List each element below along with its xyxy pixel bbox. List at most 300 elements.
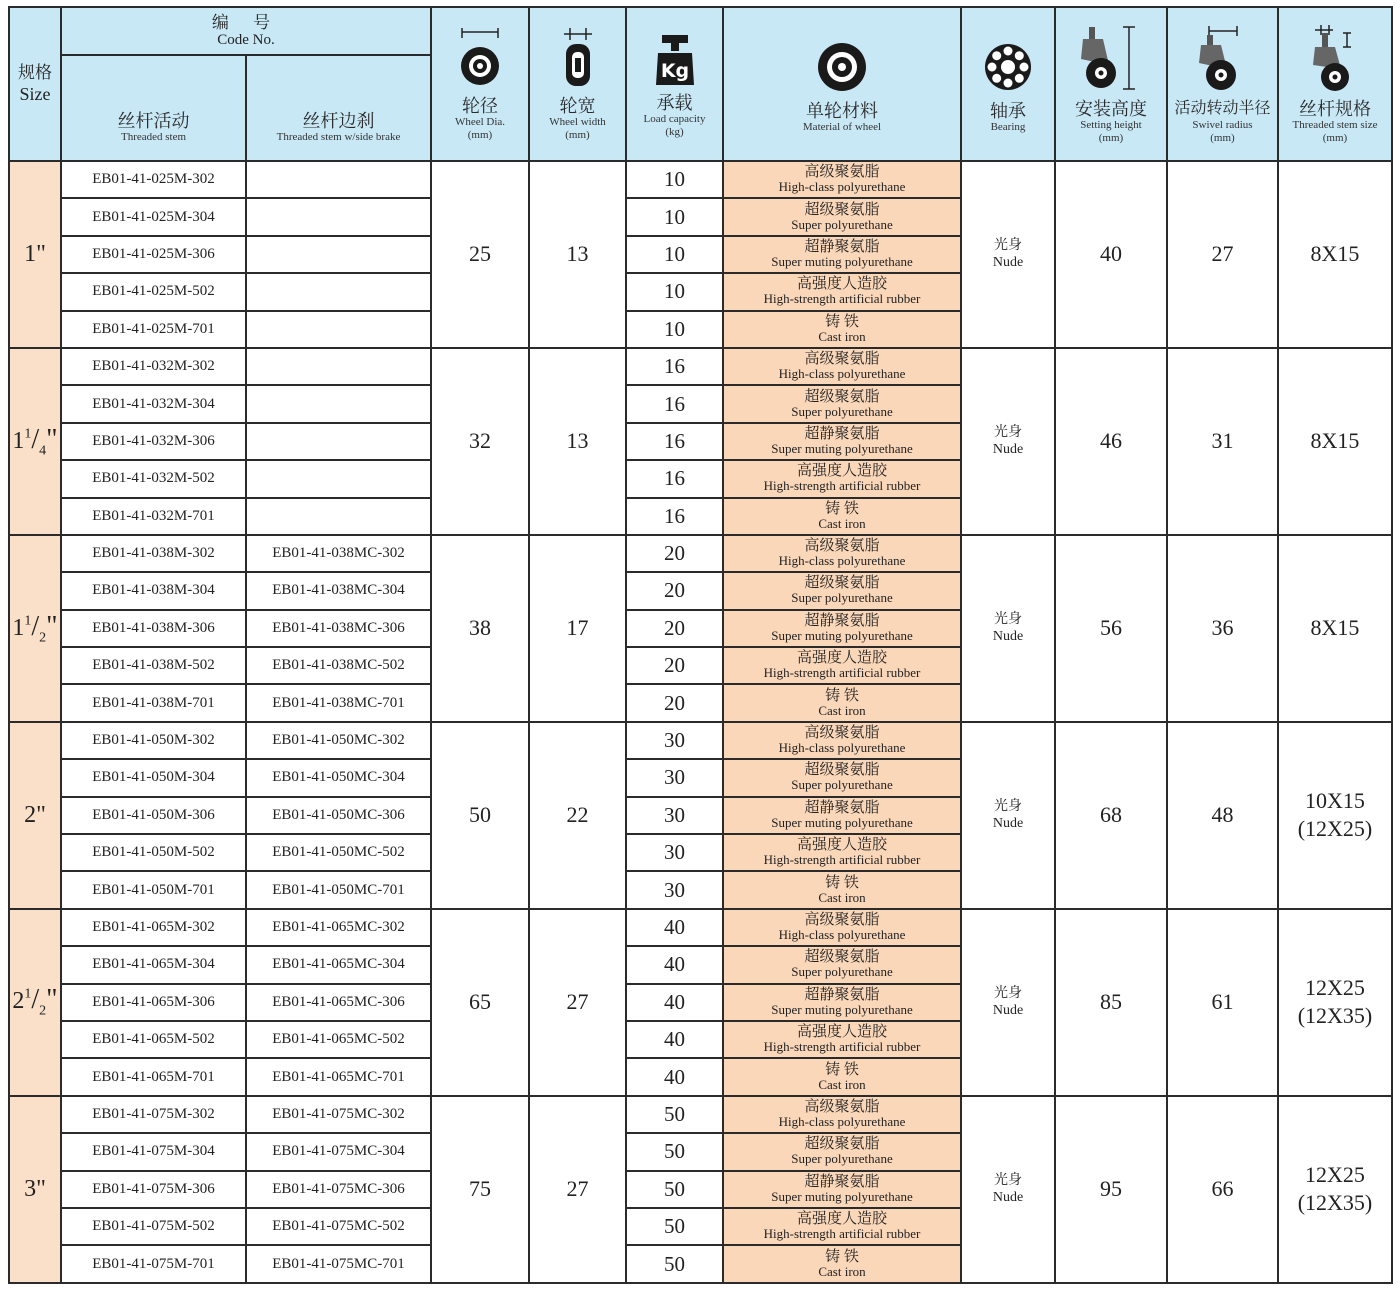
stem-size-value: 12X25 (1305, 975, 1365, 1001)
code-threaded-stem: EB01-41-065M-701 (61, 1058, 246, 1095)
header-load (626, 7, 723, 161)
bearing-zh: 光身 (994, 238, 1022, 254)
material-cell (723, 198, 961, 235)
header-size (9, 7, 61, 161)
code-threaded-stem: EB01-41-075M-302 (61, 1096, 246, 1133)
swivel-radius-icon (1191, 25, 1255, 93)
code-threaded-stem: EB01-41-065M-502 (61, 1021, 246, 1058)
stem-size-alt: (12X35) (1297, 1003, 1373, 1029)
size-cell (9, 161, 61, 348)
material-zh: 高级聚氨脂 (804, 1098, 880, 1115)
code-threaded-stem-brake (246, 311, 431, 348)
spec-table (8, 6, 1393, 1284)
load-value: 10 (626, 236, 723, 273)
code-threaded-stem: EB01-41-050M-304 (61, 759, 246, 796)
header-width-unit: (mm) (565, 128, 590, 141)
setting-height-value: 56 (1055, 535, 1167, 722)
bearing-cell (961, 722, 1055, 909)
wheel-dia-value: 32 (431, 348, 529, 535)
size-denominator: 2 (39, 630, 47, 646)
material-cell (723, 1096, 961, 1133)
stem-size-value: 8X15 (1310, 428, 1360, 454)
code-threaded-stem: EB01-41-050M-302 (61, 722, 246, 759)
material-cell (723, 423, 961, 460)
material-cell (723, 1021, 961, 1058)
size-whole: 3" (24, 1175, 46, 1202)
table-row (9, 348, 1392, 385)
wheel-width-value: 13 (529, 161, 626, 348)
material-cell (723, 834, 961, 871)
material-en: High-strength artificial rubber (763, 852, 921, 868)
material-zh: 铸 铁 (825, 500, 859, 517)
weight-kg-icon (654, 31, 696, 87)
code-threaded-stem: EB01-41-032M-306 (61, 423, 246, 460)
material-zh: 超静聚氨脂 (804, 986, 880, 1003)
load-value: 30 (626, 722, 723, 759)
material-cell (723, 759, 961, 796)
code-threaded-stem: EB01-41-050M-701 (61, 871, 246, 908)
swivel-radius-value: 48 (1167, 722, 1278, 909)
code-threaded-stem: EB01-41-032M-502 (61, 460, 246, 497)
code-threaded-stem-brake (246, 460, 431, 497)
spec-table-container (8, 6, 1393, 1284)
material-cell (723, 909, 961, 946)
wheel-dia-value: 38 (431, 535, 529, 722)
material-zh: 高强度人造胶 (796, 837, 887, 854)
material-en: High-class polyurethane (778, 740, 906, 756)
code-threaded-stem-brake: EB01-41-050MC-302 (246, 722, 431, 759)
bearing-en: Nude (992, 816, 1024, 832)
material-zh: 超级聚氨脂 (804, 762, 880, 779)
bearing-zh: 光身 (994, 1173, 1022, 1189)
material-zh: 超静聚氨脂 (804, 799, 880, 816)
material-cell (723, 722, 961, 759)
bearing-en: Nude (992, 1003, 1024, 1019)
material-cell (723, 946, 961, 983)
size-whole: 2" (24, 801, 46, 828)
code-threaded-stem: EB01-41-025M-304 (61, 198, 246, 235)
bearing-zh: 光身 (994, 425, 1022, 441)
size-denominator: 4 (39, 443, 47, 459)
bearing-cell (961, 535, 1055, 722)
code-threaded-stem-brake: EB01-41-050MC-502 (246, 834, 431, 871)
code-threaded-stem-brake (246, 498, 431, 535)
material-cell (723, 610, 961, 647)
bearing-en: Nude (992, 255, 1024, 271)
material-en: Super muting polyurethane (771, 1001, 913, 1017)
setting-height-value: 46 (1055, 348, 1167, 535)
material-zh: 超静聚氨脂 (804, 1173, 880, 1190)
wheel-width-value: 27 (529, 909, 626, 1096)
code-threaded-stem: EB01-41-050M-502 (61, 834, 246, 871)
code-threaded-stem: EB01-41-075M-306 (61, 1171, 246, 1208)
code-threaded-stem-brake: EB01-41-065MC-701 (246, 1058, 431, 1095)
code-threaded-stem-brake (246, 161, 431, 198)
material-cell (723, 1245, 961, 1282)
material-en: Cast iron (818, 328, 866, 344)
load-value: 30 (626, 834, 723, 871)
material-zh: 高强度人造胶 (796, 276, 887, 293)
load-value: 20 (626, 572, 723, 609)
header-load-unit: (kg) (665, 125, 684, 138)
load-value: 20 (626, 535, 723, 572)
material-cell (723, 797, 961, 834)
size-cell (9, 909, 61, 1096)
material-en: Super muting polyurethane (771, 1188, 913, 1204)
material-en: High-class polyurethane (778, 1113, 906, 1129)
header-radius-en: Swivel radius (1192, 118, 1253, 131)
table-row (9, 161, 1392, 198)
code-threaded-stem: EB01-41-038M-701 (61, 684, 246, 721)
wheel-width-icon (558, 28, 598, 90)
code-threaded-stem: EB01-41-025M-701 (61, 311, 246, 348)
material-zh: 铸 铁 (825, 1248, 859, 1265)
code-threaded-stem-brake: EB01-41-038MC-304 (246, 572, 431, 609)
material-en: Super polyurethane (791, 777, 893, 793)
material-cell (723, 311, 961, 348)
size-cell (9, 535, 61, 722)
load-value: 16 (626, 348, 723, 385)
swivel-radius-value: 66 (1167, 1096, 1278, 1283)
material-en: High-class polyurethane (778, 927, 906, 942)
threaded-stem-icon (1303, 25, 1367, 93)
load-value: 20 (626, 684, 723, 721)
code-threaded-stem-brake: EB01-41-065MC-302 (246, 909, 431, 946)
header-threaded-stem-brake (246, 55, 431, 161)
code-threaded-stem-brake: EB01-41-050MC-306 (246, 797, 431, 834)
code-threaded-stem: EB01-41-025M-502 (61, 273, 246, 310)
load-value: 50 (626, 1096, 723, 1133)
wheel-width-value: 13 (529, 348, 626, 535)
material-en: Cast iron (818, 515, 866, 531)
header-load-en: Load capacity (643, 112, 706, 125)
material-zh: 铸 铁 (825, 874, 859, 891)
code-threaded-stem-brake: EB01-41-065MC-502 (246, 1021, 431, 1058)
setting-height-value: 95 (1055, 1096, 1167, 1283)
setting-height-value: 40 (1055, 161, 1167, 348)
load-value: 10 (626, 198, 723, 235)
load-value: 40 (626, 1021, 723, 1058)
code-threaded-stem: EB01-41-038M-306 (61, 610, 246, 647)
material-cell (723, 236, 961, 273)
code-threaded-stem: EB01-41-032M-701 (61, 498, 246, 535)
wheel-dia-value: 65 (431, 909, 529, 1096)
code-threaded-stem: EB01-41-025M-306 (61, 236, 246, 273)
load-value: 16 (626, 423, 723, 460)
material-zh: 铸 铁 (825, 1061, 859, 1078)
code-threaded-stem-brake (246, 385, 431, 422)
caster-height-icon (1071, 25, 1151, 93)
material-en: Super muting polyurethane (771, 814, 913, 830)
code-threaded-stem-brake (246, 273, 431, 310)
load-value: 10 (626, 273, 723, 310)
header-stem-en: Threaded stem (120, 131, 187, 143)
header-code-en: Code No. (217, 32, 275, 48)
code-threaded-stem: EB01-41-050M-306 (61, 797, 246, 834)
bearing-cell (961, 909, 1055, 1096)
material-en: Super polyurethane (791, 403, 893, 419)
weight-kg-icon-label: Kg (660, 59, 689, 82)
code-threaded-stem-brake: EB01-41-050MC-701 (246, 871, 431, 908)
header-bearing (961, 7, 1055, 161)
header-stemsize-unit: (mm) (1322, 131, 1348, 144)
material-en: Cast iron (818, 889, 866, 905)
bearing-en: Nude (992, 1190, 1024, 1206)
code-threaded-stem: EB01-41-075M-304 (61, 1133, 246, 1170)
header-stem-size (1278, 7, 1392, 161)
table-row (9, 722, 1392, 759)
material-cell (723, 348, 961, 385)
material-zh: 高级聚氨脂 (804, 164, 880, 181)
size-fraction: $^1/_2$" (24, 984, 58, 1020)
material-zh: 超静聚氨脂 (804, 425, 880, 442)
header-code-zh: 编 号 (211, 13, 281, 32)
header-stemsize-zh: 丝杆规格 (1299, 98, 1371, 119)
code-threaded-stem-brake: EB01-41-065MC-304 (246, 946, 431, 983)
swivel-radius-value: 36 (1167, 535, 1278, 722)
header-dia-en: Wheel Dia. (454, 115, 506, 128)
header-threaded-stem (61, 55, 246, 161)
load-value: 40 (626, 984, 723, 1021)
header-swivel-radius (1167, 7, 1278, 161)
wheel-dia-value: 25 (431, 161, 529, 348)
size-numerator: 1 (24, 426, 32, 442)
load-value: 40 (626, 909, 723, 946)
stem-size-cell (1278, 348, 1392, 535)
header-radius-unit: (mm) (1210, 131, 1235, 144)
material-en: Super muting polyurethane (771, 440, 913, 456)
header-stem-zh: 丝杆活动 (117, 111, 190, 131)
size-whole: 1 (12, 427, 25, 454)
size-cell (9, 1096, 61, 1283)
code-threaded-stem: EB01-41-065M-302 (61, 909, 246, 946)
material-zh: 高强度人造胶 (796, 1024, 887, 1041)
header-material-zh: 单轮材料 (806, 100, 878, 121)
material-zh: 超级聚氨脂 (804, 575, 880, 592)
code-threaded-stem-brake (246, 236, 431, 273)
code-threaded-stem: EB01-41-032M-302 (61, 348, 246, 385)
wheel-width-value: 27 (529, 1096, 626, 1283)
table-header (9, 7, 1392, 161)
swivel-radius-value: 31 (1167, 348, 1278, 535)
swivel-radius-value: 27 (1167, 161, 1278, 348)
material-cell (723, 1171, 961, 1208)
material-zh: 高级聚氨脂 (804, 912, 880, 928)
code-threaded-stem-brake: EB01-41-075MC-304 (246, 1133, 431, 1170)
material-cell (723, 1058, 961, 1095)
header-height-zh: 安装高度 (1075, 98, 1147, 119)
code-threaded-stem-brake: EB01-41-038MC-502 (246, 647, 431, 684)
header-bearing-zh: 轴承 (990, 100, 1026, 121)
wheel-width-value: 17 (529, 535, 626, 722)
material-zh: 超级聚氨脂 (804, 1136, 880, 1153)
code-threaded-stem: EB01-41-025M-302 (61, 161, 246, 198)
code-threaded-stem-brake: EB01-41-065MC-306 (246, 984, 431, 1021)
code-threaded-stem-brake: EB01-41-075MC-306 (246, 1171, 431, 1208)
bearing-en: Nude (992, 442, 1024, 458)
material-zh: 铸 铁 (825, 313, 859, 330)
header-brake-zh: 丝杆边刹 (302, 111, 375, 131)
header-code (61, 7, 431, 55)
material-zh: 高强度人造胶 (796, 650, 887, 667)
code-threaded-stem: EB01-41-038M-502 (61, 647, 246, 684)
stem-size-value: 10X15 (1305, 788, 1365, 814)
header-material (723, 7, 961, 161)
swivel-radius-value: 61 (1167, 909, 1278, 1096)
material-en: High-strength artificial rubber (763, 665, 921, 681)
material-cell (723, 572, 961, 609)
load-value: 20 (626, 647, 723, 684)
load-value: 30 (626, 797, 723, 834)
material-cell (723, 535, 961, 572)
stem-size-value: 8X15 (1310, 615, 1360, 641)
setting-height-value: 68 (1055, 722, 1167, 909)
code-threaded-stem-brake: EB01-41-038MC-306 (246, 610, 431, 647)
material-en: Super polyurethane (791, 590, 893, 606)
header-size-en: Size (19, 84, 51, 104)
bearing-en: Nude (992, 629, 1024, 645)
code-threaded-stem: EB01-41-065M-306 (61, 984, 246, 1021)
bearing-cell (961, 348, 1055, 535)
stem-size-cell (1278, 909, 1392, 1096)
size-whole: 1 (12, 614, 25, 641)
material-en: High-class polyurethane (778, 553, 906, 569)
setting-height-value: 85 (1055, 909, 1167, 1096)
load-value: 16 (626, 460, 723, 497)
table-body (9, 161, 1392, 1283)
header-dia-zh: 轮径 (462, 95, 498, 116)
bearing-icon (983, 35, 1033, 95)
stem-size-value: 8X15 (1310, 241, 1360, 267)
size-numerator: 1 (24, 987, 32, 1003)
code-threaded-stem-brake (246, 348, 431, 385)
code-threaded-stem-brake: EB01-41-075MC-502 (246, 1208, 431, 1245)
load-value: 16 (626, 498, 723, 535)
stem-size-alt: (12X25) (1297, 816, 1373, 842)
code-threaded-stem: EB01-41-032M-304 (61, 385, 246, 422)
material-zh: 高级聚氨脂 (804, 725, 880, 742)
material-cell (723, 1208, 961, 1245)
size-fraction: $^1/_2$" (24, 610, 58, 646)
wheel-diameter-icon (456, 28, 504, 90)
load-value: 30 (626, 759, 723, 796)
bearing-zh: 光身 (994, 986, 1022, 1002)
code-threaded-stem: EB01-41-038M-304 (61, 572, 246, 609)
load-value: 40 (626, 946, 723, 983)
code-threaded-stem-brake: EB01-41-075MC-701 (246, 1245, 431, 1282)
code-threaded-stem: EB01-41-065M-304 (61, 946, 246, 983)
stem-size-cell (1278, 722, 1392, 909)
material-zh: 铸 铁 (825, 687, 859, 704)
material-en: High-strength artificial rubber (763, 291, 921, 307)
material-cell (723, 385, 961, 422)
bearing-cell (961, 1096, 1055, 1283)
material-en: Super muting polyurethane (771, 253, 913, 269)
wheel-dia-value: 50 (431, 722, 529, 909)
code-threaded-stem-brake (246, 198, 431, 235)
header-wheel-width (529, 7, 626, 161)
material-cell (723, 871, 961, 908)
header-stemsize-en: Threaded stem size (1292, 118, 1378, 131)
material-en: High-class polyurethane (778, 366, 906, 382)
material-en: High-strength artificial rubber (763, 478, 921, 494)
material-cell (723, 273, 961, 310)
material-zh: 高强度人造胶 (796, 463, 887, 480)
stem-size-cell (1278, 535, 1392, 722)
material-en: High-strength artificial rubber (763, 1226, 921, 1242)
stem-size-value: 12X25 (1305, 1162, 1365, 1188)
material-zh: 超静聚氨脂 (804, 238, 880, 255)
size-whole: 1" (24, 240, 46, 267)
bearing-cell (961, 161, 1055, 348)
material-en: Super polyurethane (791, 1151, 893, 1167)
wheel-dia-value: 75 (431, 1096, 529, 1283)
size-cell (9, 348, 61, 535)
material-en: Super polyurethane (791, 964, 893, 980)
material-en: Super polyurethane (791, 216, 893, 232)
code-threaded-stem-brake: EB01-41-075MC-302 (246, 1096, 431, 1133)
header-size-zh: 规格 (18, 63, 52, 82)
header-height-unit: (mm) (1098, 131, 1124, 144)
load-value: 30 (626, 871, 723, 908)
header-material-en: Material of wheel (802, 120, 882, 133)
header-width-en: Wheel width (549, 115, 606, 128)
code-threaded-stem-brake: EB01-41-038MC-302 (246, 535, 431, 572)
material-zh: 高级聚氨脂 (804, 538, 880, 555)
material-cell (723, 647, 961, 684)
wheel-width-value: 22 (529, 722, 626, 909)
bearing-zh: 光身 (994, 799, 1022, 815)
material-zh: 超静聚氨脂 (804, 612, 880, 629)
material-en: Cast iron (818, 702, 866, 718)
load-value: 16 (626, 385, 723, 422)
header-dia-unit: (mm) (467, 128, 493, 141)
material-zh: 超级聚氨脂 (804, 388, 880, 405)
header-wheel-dia (431, 7, 529, 161)
material-zh: 高强度人造胶 (796, 1211, 887, 1228)
header-height-en: Setting height (1080, 118, 1142, 131)
stem-size-cell (1278, 161, 1392, 348)
size-denominator: 2 (39, 1004, 47, 1020)
material-cell (723, 460, 961, 497)
load-value: 50 (626, 1208, 723, 1245)
material-zh: 超级聚氨脂 (804, 201, 880, 218)
material-en: High-class polyurethane (778, 179, 906, 195)
code-threaded-stem-brake (246, 423, 431, 460)
code-threaded-stem-brake: EB01-41-038MC-701 (246, 684, 431, 721)
load-value: 10 (626, 311, 723, 348)
load-value: 50 (626, 1133, 723, 1170)
size-numerator: 1 (24, 613, 32, 629)
load-value: 40 (626, 1058, 723, 1095)
material-en: Cast iron (818, 1263, 866, 1279)
code-threaded-stem: EB01-41-075M-502 (61, 1208, 246, 1245)
bearing-zh: 光身 (994, 612, 1022, 628)
material-zh: 高级聚氨脂 (804, 351, 880, 368)
stem-size-cell (1278, 1096, 1392, 1283)
size-cell (9, 722, 61, 909)
load-value: 50 (626, 1245, 723, 1282)
material-en: High-strength artificial rubber (763, 1039, 921, 1055)
material-zh: 超级聚氨脂 (804, 949, 880, 966)
size-fraction: $^1/_4$" (24, 423, 58, 459)
header-width-zh: 轮宽 (559, 95, 596, 116)
code-threaded-stem: EB01-41-038M-302 (61, 535, 246, 572)
load-value: 10 (626, 161, 723, 198)
stem-size-alt: (12X35) (1297, 1190, 1373, 1216)
material-cell (723, 498, 961, 535)
header-bearing-en: Bearing (990, 120, 1026, 133)
